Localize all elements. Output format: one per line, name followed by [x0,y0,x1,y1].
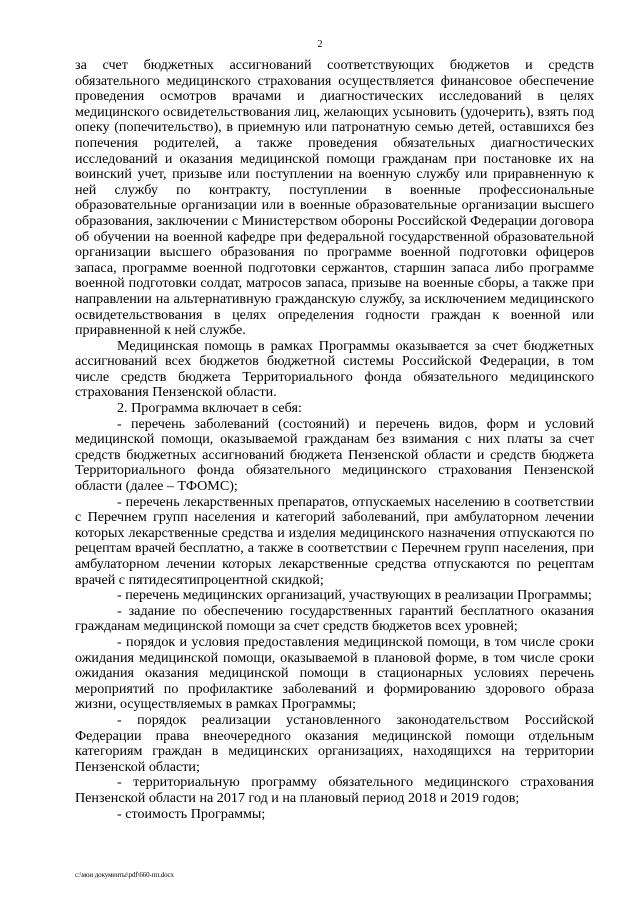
document-body [75,58,594,822]
footer-file-path: c:\мои документы\pdf\660-пп.docx [75,871,174,879]
paragraph: за счет бюджетных ассигнований соответствующих бюджетов и средств обязательного медицинского страхования осуществляется финансовое обеспечение проведения осмотров врачами и диагностических исследований в целях медицинского освидетельствования лиц, желающих усыновить (удочерить), взять под опеку (попечительство), в приемную или патронатную семью детей, оставшихся без попечения родителей, а также проведения обязательных диагностических исследований и оказания медицинской помощи гражданам при постановке их на воинский учет, призыве или поступлении на военную службу или приравненную к ней службу по контракту, поступлении в военные профессиональные образовательные организации или в военные образовательные организации высшего образования, заключении с Министерством обороны Российской Федерации договора об обучении на военной кафедре при федеральной государственной образовательной организации высшего образования по программе военной подготовки офицеров запаса, программе военной подготовки сержантов, старшин запаса либо программе военной подготовки солдат, матросов запаса, призыве на военные сборы, а также при направлении на альтернативную гражданскую службу, за исключением медицинского освидетельствования в целях определения годности граждан к военной или приравненной к ней службе. [75,57,594,339]
list-item: - порядок и условия предоставления медицинской помощи, в том числе сроки ожидания медицинской помощи, оказываемой в плановой форме, в том числе сроки ожидания оказания медицинской помощи в стационарных условиях перечень мероприятий по профилактике заболеваний и формированию здорового образа жизни, осуществляемых в рамках Программы; [75,633,594,713]
list-item: - задание по обеспечению государственных гарантий бесплатного оказания гражданам медицинской помощи за счет средств бюджетов всех уровней; [75,602,594,635]
section-heading: 2. Программа включает в себя: [117,400,302,417]
list-item: - стоимость Программы; [117,805,266,822]
list-item: - перечень медицинских организаций, участвующих в реализации Программы; [117,587,592,604]
list-item: - порядок реализации установленного законодательством Российской Федерации права внеочередного оказания медицинской помощи отдельным категориям граждан в медицинских организациях, находящихся на территории Пензенской области; [75,711,594,775]
page-number: 2 [317,39,323,50]
paragraph: Медицинская помощь в рамках Программы оказывается за счет бюджетных ассигнований всех бюджетов бюджетной системы Российской Федерации, в том числе средств бюджета Территориального фонда обязательного медицинского страхования Пензенской области. [75,337,594,401]
list-item: - перечень заболеваний (состояний) и перечень видов, форм и условий медицинской помощи, оказываемой гражданам без взимания с них платы за счет средств бюджетных ассигнований бюджета Пензенской области и средств бюджета Территориального фонда обязательного медицинского страхования Пензенской области (далее – ТФОМС); [75,415,594,495]
list-item: - перечень лекарственных препаратов, отпускаемых населению в соответствии с Перечнем групп населения и категорий заболеваний, при амбулаторном лечении которых лекарственные средства и изделия медицинского назначения отпускаются по рецептам врачей бесплатно, а также в соответствии с Перечнем групп населения, при амбулаторном лечении которых лекарственные средства отпускаются по рецептам врачей с пятидесятипроцентной скидкой; [75,493,594,588]
list-item: - территориальную программу обязательного медицинского страхования Пензенской области на 2017 год и на плановый период 2018 и 2019 годов; [75,774,594,806]
